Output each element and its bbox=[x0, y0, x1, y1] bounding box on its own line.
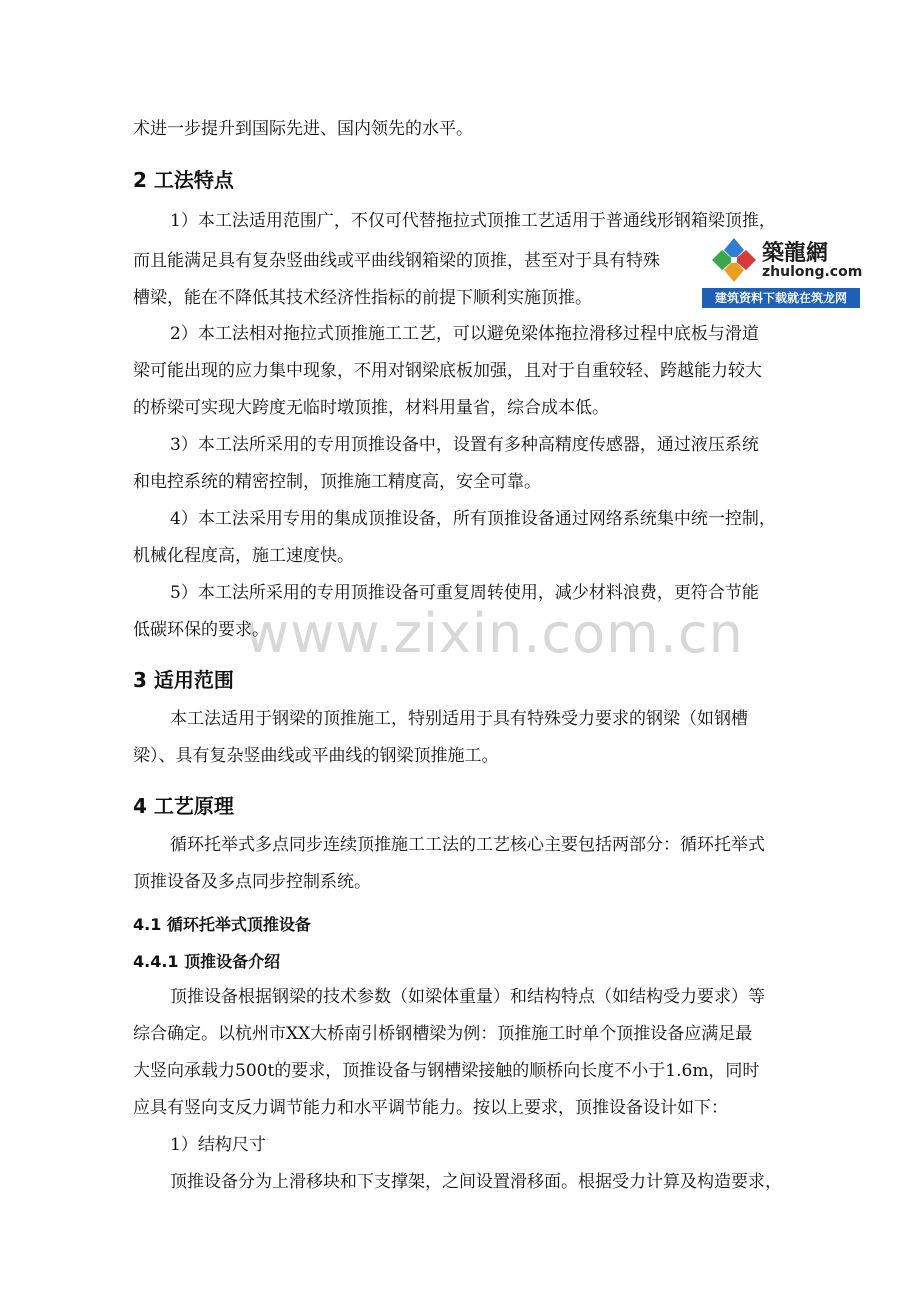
paragraph-line: 机械化程度高，施工速度快。 bbox=[133, 546, 354, 566]
paragraph-line: 的桥梁可实现大跨度无临时墩顶推，材料用量省，综合成本低。 bbox=[133, 398, 609, 418]
paragraph-line: 2）本工法相对拖拉式顶推施工工艺，可以避免梁体拖拉滑移过程中底板与滑道 bbox=[170, 324, 759, 344]
paragraph-line: 5）本工法所采用的专用顶推设备可重复周转使用，减少材料浪费，更符合节能 bbox=[170, 583, 759, 603]
paragraph-line: 循环托举式多点同步连续顶推施工工法的工艺核心主要包括两部分：循环托举式 bbox=[170, 835, 765, 855]
paragraph-line: 大竖向承载力500t的要求，顶推设备与钢槽梁接触的顺桥向长度不小于1.6m，同时 bbox=[133, 1061, 760, 1081]
paragraph-line: 1）结构尺寸 bbox=[170, 1135, 266, 1155]
paragraph-line: 1）本工法适用范围广，不仅可代替拖拉式顶推工艺适用于普通线形钢箱梁顶推， bbox=[170, 211, 776, 231]
paragraph-line: 低碳环保的要求。 bbox=[133, 620, 269, 640]
paragraph-line: 槽梁，能在不降低其技术经济性指标的前提下顺利实施顶推。 bbox=[133, 288, 592, 308]
subsection-heading: 4.4.1 顶推设备介绍 bbox=[133, 952, 281, 971]
paragraph-line: 顶推设备及多点同步控制系统。 bbox=[133, 872, 371, 892]
section-heading: 4 工艺原理 bbox=[133, 794, 234, 818]
section-heading: 2 工法特点 bbox=[133, 168, 234, 192]
subsection-heading: 4.1 循环托举式顶推设备 bbox=[133, 915, 311, 934]
paragraph-line: 和电控系统的精密控制，顶推施工精度高，安全可靠。 bbox=[133, 472, 541, 492]
logo-slogan: 建筑资料下载就在筑龙网 bbox=[702, 288, 860, 308]
paragraph-line: 3）本工法所采用的专用顶推设备中，设置有多种高精度传感器，通过液压系统 bbox=[170, 435, 759, 455]
paragraph-line: 4）本工法采用专用的集成顶推设备，所有顶推设备通过网络系统集中统一控制， bbox=[170, 509, 776, 529]
logo-english-name: zhulong.com bbox=[762, 264, 863, 280]
paragraph-line: 术进一步提升到国际先进、国内领先的水平。 bbox=[133, 119, 473, 139]
section-heading: 3 适用范围 bbox=[133, 668, 234, 692]
paragraph-line: 梁）、具有复杂竖曲线或平曲线的钢梁顶推施工。 bbox=[133, 746, 499, 766]
paragraph-line: 而且能满足具有复杂竖曲线或平曲线钢箱梁的顶推，甚至对于具有特殊 bbox=[133, 251, 660, 271]
paragraph-line: 综合确定。以杭州市XX大桥南引桥钢槽梁为例：顶推施工时单个顶推设备应满足最 bbox=[133, 1024, 753, 1044]
paragraph-line: 顶推设备根据钢梁的技术参数（如梁体重量）和结构特点（如结构受力要求）等 bbox=[170, 987, 765, 1007]
paragraph-line: 顶推设备分为上滑移块和下支撑架，之间设置滑移面。根据受力计算及构造要求， bbox=[170, 1172, 782, 1192]
logo-chinese-name: 築龍網 bbox=[762, 241, 829, 266]
watermark: www.zixin.com.cn bbox=[245, 602, 744, 665]
paragraph-line: 应具有竖向支反力调节能力和水平调节能力。按以上要求，顶推设备设计如下： bbox=[133, 1098, 728, 1118]
paragraph-line: 本工法适用于钢梁的顶推施工，特别适用于具有特殊受力要求的钢梁（如钢槽 bbox=[170, 709, 748, 729]
paragraph-line: 梁可能出现的应力集中现象，不用对钢梁底板加强，且对于自重较轻、跨越能力较大 bbox=[133, 361, 762, 381]
logo-top bbox=[702, 232, 863, 288]
snowflake-logo-icon bbox=[708, 236, 760, 284]
zhulong-logo[interactable] bbox=[702, 232, 863, 308]
